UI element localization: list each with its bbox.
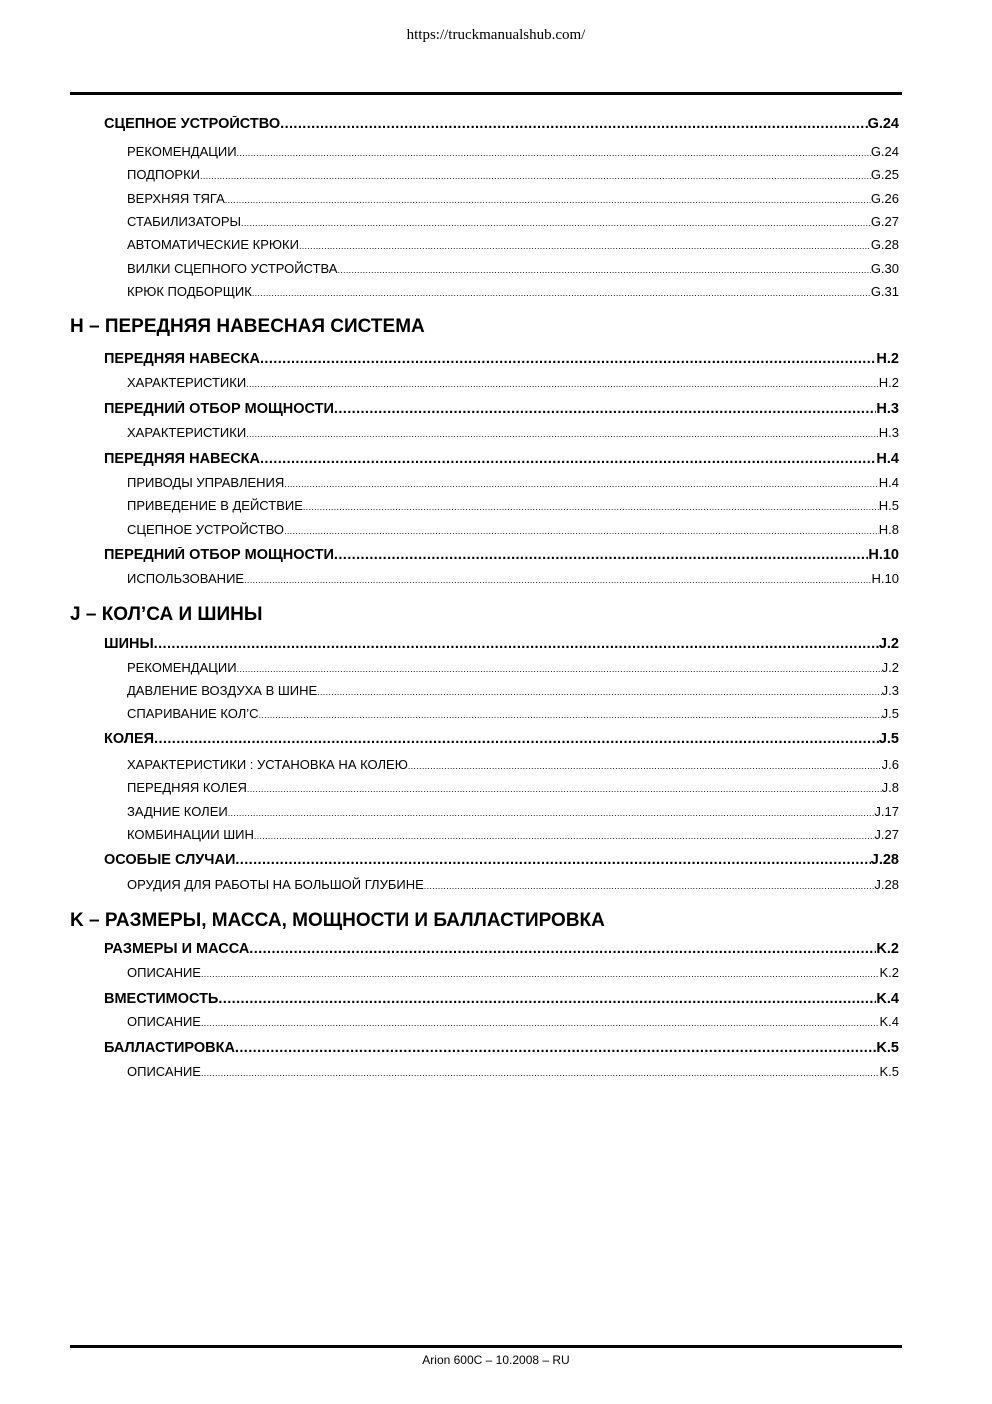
toc-page-number: J.5 <box>878 731 899 747</box>
toc-subentry[interactable] <box>127 683 899 701</box>
toc-chapter-entry[interactable] <box>104 731 899 751</box>
toc-page-number: K.5 <box>879 1064 899 1079</box>
toc-page-number: K.5 <box>876 1040 899 1056</box>
toc-page-number: K.2 <box>879 965 899 980</box>
toc-entry-label: ОПИСАНИЕ <box>127 1014 201 1029</box>
toc-subentry[interactable] <box>127 1064 899 1082</box>
toc-entry-label: ПЕРЕДНИЙ ОТБОР МОЩНОСТИ <box>104 547 334 563</box>
toc-page-number: K.2 <box>876 941 899 957</box>
toc-page-number: K.4 <box>876 991 899 1007</box>
dot-leader <box>284 479 878 489</box>
dot-leader <box>225 195 871 205</box>
toc-subentry[interactable] <box>127 475 899 493</box>
toc-chapter-entry[interactable] <box>104 401 899 421</box>
toc-page-number: H.2 <box>878 375 899 390</box>
toc-subentry[interactable] <box>127 965 899 983</box>
toc-page-number: K.4 <box>879 1014 899 1029</box>
toc-chapter-entry[interactable] <box>104 547 899 567</box>
toc-entry-label: РАЗМЕРЫ И МАССА <box>104 941 250 957</box>
toc-subentry[interactable] <box>127 780 899 798</box>
dot-leader <box>235 852 870 868</box>
toc-page-number: J.3 <box>881 683 899 698</box>
section-heading: J – КОЛ’СА И ШИНЫ <box>70 604 263 625</box>
toc-subentry[interactable] <box>127 1014 899 1032</box>
toc-page-number: G.31 <box>870 284 899 299</box>
toc-chapter-entry[interactable] <box>104 636 899 656</box>
toc-entry-label: БАЛЛАСТИРОВКА <box>104 1040 235 1056</box>
toc-subentry[interactable] <box>127 522 899 540</box>
toc-subentry[interactable] <box>127 706 899 724</box>
toc-entry-label: СЦЕПНОЕ УСТРОЙСТВО <box>104 116 281 132</box>
toc-page-number: H.4 <box>878 475 899 490</box>
dot-leader <box>260 451 876 467</box>
footer-rule <box>70 1345 902 1348</box>
toc-subentry[interactable] <box>127 877 899 895</box>
toc-page-number: G.26 <box>870 191 899 206</box>
dot-leader <box>200 171 871 181</box>
dot-leader <box>252 288 871 298</box>
toc-subentry[interactable] <box>127 375 899 393</box>
toc-page-number: H.5 <box>878 498 899 513</box>
toc-subentry[interactable] <box>127 571 899 589</box>
toc-entry-label: ШИНЫ <box>104 636 154 652</box>
toc-chapter-entry[interactable] <box>104 991 899 1011</box>
toc-entry-label: ОПИСАНИЕ <box>127 965 201 980</box>
dot-leader <box>246 379 879 389</box>
toc-entry-label: ПРИВЕДЕНИЕ В ДЕЙСТВИЕ <box>127 498 303 513</box>
toc-entry-label: ОРУДИЯ ДЛЯ РАБОТЫ НА БОЛЬШОЙ ГЛУБИНЕ <box>127 877 424 892</box>
toc-entry-label: ПЕРЕДНИЙ ОТБОР МОЩНОСТИ <box>104 401 334 417</box>
toc-entry-label: ЗАДНИЕ КОЛЕИ <box>127 804 228 819</box>
toc-entry-label: СТАБИЛИЗАТОРЫ <box>127 214 242 229</box>
dot-leader <box>317 687 881 697</box>
toc-entry-label: ПЕРЕДНЯЯ НАВЕСКА <box>104 451 260 467</box>
toc-entry-label: ВИЛКИ СЦЕПНОГО УСТРОЙСТВА <box>127 261 338 276</box>
dot-leader <box>254 831 875 841</box>
dot-leader <box>218 991 876 1007</box>
dot-leader <box>334 547 868 563</box>
dot-leader <box>201 969 880 979</box>
toc-entry-label: ПЕРЕДНЯЯ НАВЕСКА <box>104 351 260 367</box>
toc-entry-label: ХАРАКТЕРИСТИКИ <box>127 375 247 390</box>
toc-entry-label: ХАРАКТЕРИСТИКИ <box>127 425 247 440</box>
toc-entry-label: РЕКОМЕНДАЦИИ <box>127 660 237 675</box>
header-url: https://truckmanualshub.com/ <box>406 27 586 43</box>
dot-leader <box>424 881 875 891</box>
toc-chapter-entry[interactable] <box>104 451 899 471</box>
dot-leader <box>154 731 879 747</box>
dot-leader <box>280 116 867 132</box>
section-heading: H – ПЕРЕДНЯЯ НАВЕСНАЯ СИСТЕМА <box>70 316 425 337</box>
toc-entry-label: ПРИВОДЫ УПРАВЛЕНИЯ <box>127 475 285 490</box>
toc-entry-label: ОСОБЫЕ СЛУЧАИ <box>104 852 236 868</box>
toc-chapter-entry[interactable] <box>104 351 899 371</box>
dot-leader <box>284 526 879 536</box>
footer-text: Arion 600C – 10.2008 – RU <box>422 1353 570 1367</box>
dot-leader <box>201 1068 880 1078</box>
dot-leader <box>337 265 870 275</box>
toc-entry-label: АВТОМАТИЧЕСКИЕ КРЮКИ <box>127 237 299 252</box>
dot-leader <box>201 1018 880 1028</box>
toc-entry-label: СПАРИВАНИЕ КОЛ’С <box>127 706 259 721</box>
toc-entry-label: ОПИСАНИЕ <box>127 1064 201 1079</box>
header-rule <box>70 92 902 95</box>
toc-subentry[interactable] <box>127 214 899 232</box>
dot-leader <box>260 351 876 367</box>
toc-page-number: J.17 <box>874 804 899 819</box>
dot-leader <box>334 401 877 417</box>
toc-page-number: H.3 <box>878 425 899 440</box>
toc-page-number: G.24 <box>870 144 899 159</box>
toc-page-number: J.28 <box>874 877 899 892</box>
toc-page-number: J.2 <box>878 636 899 652</box>
toc-page-number: G.30 <box>870 261 899 276</box>
toc-subentry[interactable] <box>127 757 899 775</box>
toc-entry-label: КРЮК ПОДБОРЩИК <box>127 284 252 299</box>
toc-page-number: H.3 <box>876 401 899 417</box>
dot-leader <box>408 761 882 771</box>
dot-leader <box>244 575 871 585</box>
dot-leader <box>246 429 879 439</box>
dot-leader <box>237 664 882 674</box>
dot-leader <box>241 218 871 228</box>
dot-leader <box>249 941 876 957</box>
section-heading: K – РАЗМЕРЫ, МАССА, МОЩНОСТИ И БАЛЛАСТИРОВКА <box>70 910 605 931</box>
toc-subentry[interactable] <box>127 804 899 822</box>
toc-subentry[interactable] <box>127 425 899 443</box>
toc-subentry[interactable] <box>127 827 899 845</box>
toc-chapter-entry[interactable] <box>104 852 899 872</box>
toc-page-number: G.24 <box>867 116 899 132</box>
toc-page-number: H.4 <box>876 451 899 467</box>
toc-entry-label: ИСПОЛЬЗОВАНИЕ <box>127 571 245 586</box>
toc-page-number: J.8 <box>881 780 899 795</box>
dot-leader <box>247 784 882 794</box>
dot-leader <box>303 502 879 512</box>
toc-entry-label: РЕКОМЕНДАЦИИ <box>127 144 237 159</box>
toc-page-number: H.10 <box>871 571 899 586</box>
toc-page-number: G.28 <box>870 237 899 252</box>
toc-page-number: J.28 <box>870 852 899 868</box>
toc-subentry[interactable] <box>127 144 899 162</box>
dot-leader <box>228 808 875 818</box>
toc-chapter-entry[interactable] <box>104 116 899 136</box>
toc-entry-label: ДАВЛЕНИЕ ВОЗДУХА В ШИНЕ <box>127 683 318 698</box>
toc-entry-label: ХАРАКТЕРИСТИКИ : УСТАНОВКА НА КОЛЕЮ <box>127 757 408 772</box>
toc-subentry[interactable] <box>127 167 899 185</box>
toc-subentry[interactable] <box>127 191 899 209</box>
dot-leader <box>237 148 871 158</box>
toc-page-number: G.25 <box>870 167 899 182</box>
dot-leader <box>299 241 871 251</box>
toc-entry-label: ВЕРХНЯЯ ТЯГА <box>127 191 225 206</box>
toc-subentry[interactable] <box>127 261 899 279</box>
toc-page-number: H.8 <box>878 522 899 537</box>
toc-subentry[interactable] <box>127 660 899 678</box>
toc-entry-label: КОМБИНАЦИИ ШИН <box>127 827 254 842</box>
toc-subentry[interactable] <box>127 284 899 302</box>
toc-entry-label: КОЛЕЯ <box>104 731 155 747</box>
toc-chapter-entry[interactable] <box>104 941 899 961</box>
dot-leader <box>259 710 882 720</box>
toc-entry-label: ПОДПОРКИ <box>127 167 201 182</box>
dot-leader <box>154 636 879 652</box>
toc-entry-label: ПЕРЕДНЯЯ КОЛЕЯ <box>127 780 247 795</box>
toc-chapter-entry[interactable] <box>104 1040 899 1060</box>
toc-entry-label: СЦЕПНОЕ УСТРОЙСТВО <box>127 522 285 537</box>
toc-page-number: G.27 <box>870 214 899 229</box>
toc-page-number: J.2 <box>881 660 899 675</box>
toc-page-number: J.5 <box>881 706 899 721</box>
toc-page-number: H.10 <box>868 547 899 563</box>
toc-subentry[interactable] <box>127 498 899 516</box>
toc-page-number: H.2 <box>876 351 899 367</box>
toc-subentry[interactable] <box>127 237 899 255</box>
toc-entry-label: ВМЕСТИМОСТЬ <box>104 991 219 1007</box>
toc-page-number: J.6 <box>881 757 899 772</box>
dot-leader <box>235 1040 877 1056</box>
toc-page-number: J.27 <box>874 827 899 842</box>
